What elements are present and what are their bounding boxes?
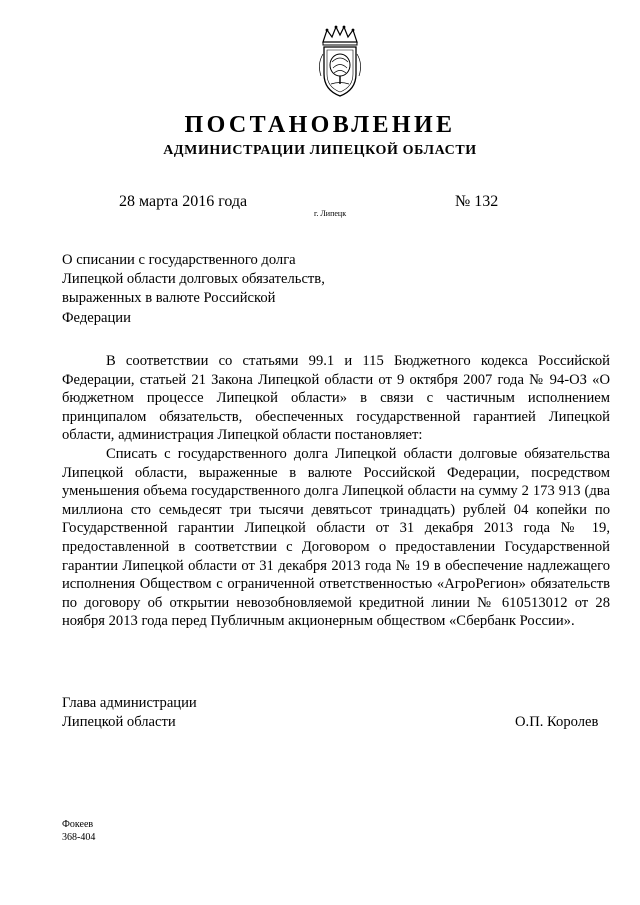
document-date: 28 марта 2016 года (119, 193, 248, 210)
document-body (62, 352, 610, 631)
body-paragraph-preamble: В соответствии со статьями 99.1 и 115 Бюджетного кодекса Российской Федерации, статьей 21 Закона Липецкой области от 9 октября 2007 года № 94-ОЗ «О бюджетном процессе Липецкой области» в связи с частичным исполнением принципалом обязательств, обеспеченных государственной гарантией Липецкой области, администрация Липецкой области постановляет: (62, 353, 610, 444)
signatory-position-line1: Глава администрации (62, 695, 197, 711)
signatory-name: О.П. Королев (515, 714, 599, 730)
subject-line: О списании с государственного долга (62, 252, 296, 268)
issuing-authority: АДМИНИСТРАЦИИ ЛИПЕЦКОЙ ОБЛАСТИ (163, 143, 477, 158)
lipetsk-region-coat-of-arms-icon (301, 24, 379, 102)
body-paragraph-resolution: Списать с государственного долга Липецкой области долговые обязательства Липецкой области, выраженные в валюте Российской Федерации, посредством уменьшения объема государственного долга Липецкой области на сумму 2 173 913 (два миллиона сто семьдесят три тысячи девятьсот тринадцать) рублей 04 копейки по Государственной гарантии Липецкой области от 31 декабря 2013 года № 19, предоставленной в соответствии с Договором о предоставлении Государственной гарантии Липецкой области от 31 декабря 2013 года № 19 в обеспечение надлежащего исполнения Обществом с ограниченной ответственностью «АгроРегион» обязательств по договору об открытии невозобновляемой кредитной линии № 610513012 от 28 ноября 2013 года перед Публичным акционерным обществом «Сбербанк России». (62, 445, 610, 630)
executor-name: Фокеев (62, 819, 94, 830)
executor-phone: 368-404 (62, 832, 96, 843)
subject-line: Федерации (62, 309, 131, 326)
document-title: ПОСТАНОВЛЕНИЕ (184, 112, 456, 138)
signatory-position-line2: Липецкой области (62, 714, 176, 730)
document-city: г. Липецк (314, 209, 347, 218)
subject-line: Липецкой области долговых обязательств, (62, 271, 325, 288)
document-number: № 132 (455, 193, 499, 210)
subject-line: выраженных в валюте Российской (62, 290, 276, 307)
document-subject (62, 251, 362, 328)
